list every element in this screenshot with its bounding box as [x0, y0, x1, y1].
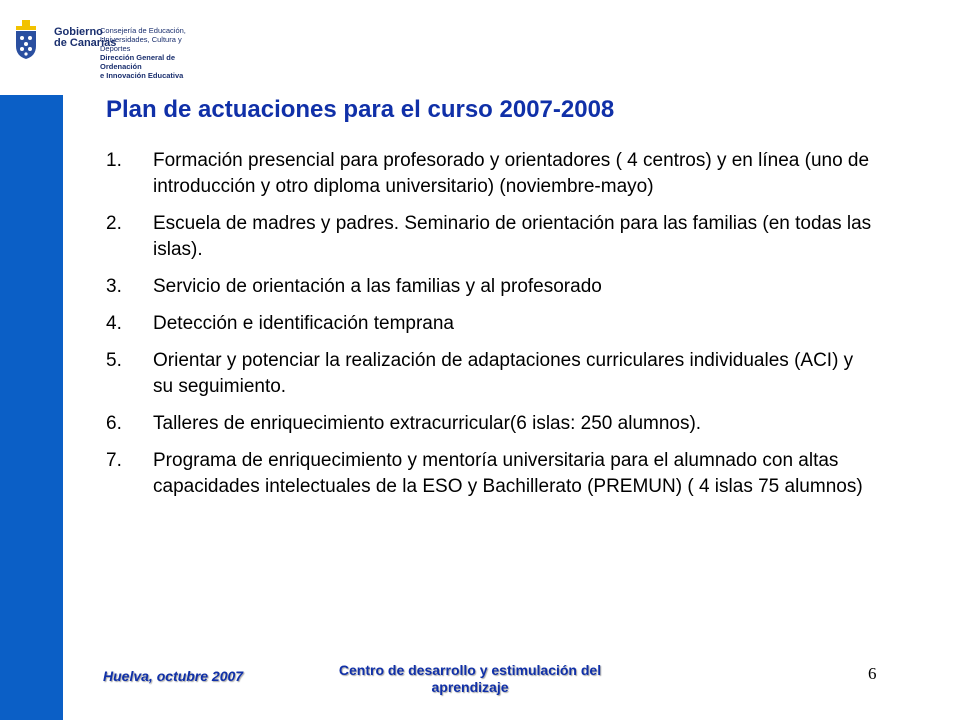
dept-line4: e Innovación Educativa [100, 71, 184, 80]
list-item [106, 274, 876, 300]
logo-line2: de Canarias [54, 37, 117, 49]
dept-line1: Consejería de Educación, [100, 26, 186, 35]
page-number: 6 [868, 664, 877, 683]
list-item [106, 311, 876, 337]
list-item [106, 211, 876, 263]
item-number: 6. [106, 413, 122, 434]
item-text: Orientar y potenciar la realización de adaptaciones curriculares individuales (ACI) y su seguimiento. [153, 350, 854, 397]
item-text: Formación presencial para profesorado y orientadores ( 4 centros) y en línea (uno de introducción y otro diploma universitario) (noviembre-mayo) [153, 150, 870, 197]
item-text: Escuela de madres y padres. Seminario de orientación para las familias (en todas las islas). [153, 213, 872, 260]
item-number: 1. [106, 150, 122, 171]
item-number: 2. [106, 213, 122, 234]
list-item [106, 448, 876, 500]
list-item [106, 148, 876, 200]
item-text: Servicio de orientación a las familias y al profesorado [153, 276, 602, 297]
department-name [100, 26, 204, 80]
item-text: Talleres de enriquecimiento extracurricular(6 islas: 250 alumnos). [153, 413, 702, 434]
item-number: 5. [106, 350, 122, 371]
action-plan-list [106, 148, 876, 511]
logo-line1: Gobierno [54, 26, 103, 38]
item-text: Programa de enriquecimiento y mentoría universitaria para el alumnado con altas capacidades intelectuales de la ESO y Bachillerato (PREMUN) ( 4 islas 75 alumnos) [153, 450, 863, 497]
footer-location-date: Huelva, octubre 2007 [103, 668, 244, 684]
item-text: Detección e identificación temprana [153, 313, 455, 334]
dept-line3: Dirección General de Ordenación [100, 53, 176, 71]
dept-line2: Universidades, Cultura y Deportes [100, 35, 182, 53]
item-number: 7. [106, 450, 122, 471]
gobierno-canarias-logo [14, 14, 204, 80]
footer-center-name: Centro de desarrollo y estimulación del aprendizaje [338, 662, 602, 695]
slide-title: Plan de actuaciones para el curso 2007-2008 [106, 96, 615, 123]
item-number: 4. [106, 313, 122, 334]
list-item [106, 348, 876, 400]
left-sidebar-bar [0, 95, 63, 720]
crest-icon [14, 20, 38, 60]
list-item [106, 411, 876, 437]
item-number: 3. [106, 276, 122, 297]
